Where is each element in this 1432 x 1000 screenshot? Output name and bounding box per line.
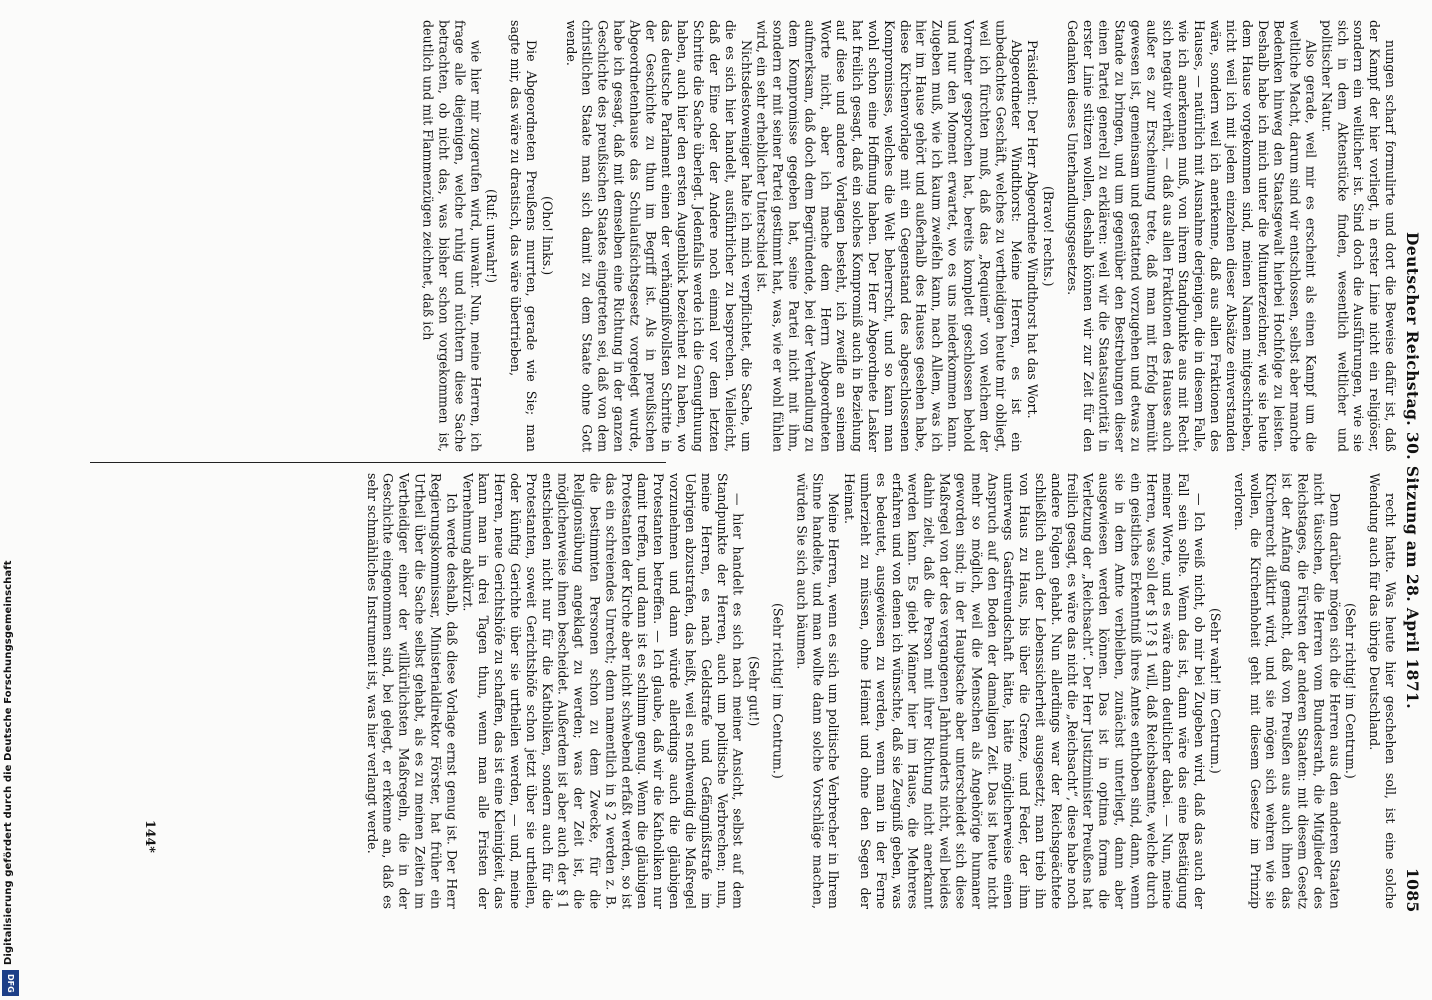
left-column-paragraph: Präsident: Der Herr Abgeordnete Windthorst hat das Wort. [1025, 40, 1041, 419]
page-number [1403, 868, 1422, 928]
left-column-paragraph: nungen scharf formulirte und dort die Beweise dafür ist, daß der Kampf der hier vorliegt, in erster Linie nicht ein religiöser, sondern ein weltlicher ist. Sind doch die Ausführungen, wie sie sich in dem Aktenstücke finden, wesentlich weltlicher und politischer Natur. [1319, 20, 1398, 452]
page-signature-text: 144* [142, 820, 158, 853]
running-header [1403, 232, 1422, 932]
dfg-logo-text: DFG [6, 973, 15, 993]
left-column-paragraph: Also gerade, weil mir es erscheint als einen Kampf um die weltliche Macht, darum sind wir entschlossen, selbst aber manche Bedenken hinweg den Staatsgewalt hierbei Hochfolge zu leisten. Deshalb habe ich mich unter die Mitunterzeichner, wie sie heute dem Hause vorgekommen sind, meinen Namen mitgeschrieben, nicht weil ich mit jedem einzelnen dieser Absätze einverstanden wäre, sondern weil ich anerkenne, daß aus allen Fraktionen des Hauses, — natürlich mit Ausnahme derjenigen, die in diesem Falle, wie ich anerkennen muß, von ihrem Standpunkte aus mit Recht sich negativ verhält, — daß aus allen Fraktionen des Hauses auch außer es zur Erscheinung trete, daß man mit Erfolg bemüht gewesen ist, gemeinsam und gestattend vorzugehen und etwas zu Stande zu bringen, und um gegenüber den Bestrebungen dieser einen Partei generell zu erklären: weil wir die Staatsautorität in erster Linie stützen wollen, deshalb können wir zur Zeit für den Gedanken dieses Unterhandlungsgesetzes. [1064, 20, 1319, 452]
right-column-paragraph: (Sehr wahr! im Centrum.) [1207, 608, 1223, 774]
left-column-paragraph: (Bravo! rechts.) [1040, 185, 1056, 287]
column-divider [90, 462, 666, 463]
footer-credit-text: Digitalisierung gefördert durch die Deutsche Forschungsgemeinschaft [3, 560, 14, 965]
right-column-paragraph: (Sehr richtig! im Centrum.) [770, 603, 786, 779]
right-column-paragraph: Denn darüber mögen sich die Herren aus den anderen Staaten nicht täuschen, die Herren vom Bundesrath, die Mitglieder des Reichstages, die Fürsten der anderen Staaten: mit diesem Gesetz ist der Anfang gemacht, daß von Preußen aus auch ihnen das Kirchenrecht diktirt wird, und sie mögen sich wehren wie sie wollen, die Kirchenhoheit geht mit diesem Gesetze im Prinzip verloren. [1231, 473, 1343, 909]
page-signature [142, 820, 158, 880]
left-column-paragraph: (Oho! links.) [539, 196, 555, 276]
dfg-logo [2, 970, 19, 996]
right-column-paragraph: (Sehr gut!) [746, 655, 762, 727]
left-column-paragraph: Abgeordneter Windthorst: Meine Herren, es ist ein unbedachtes Geschäft, welches zu vertheidigen heute mir obliegt, weil ich fürchten muß, daß das „Requiem“ von welchem der Vorredner gesprochen hat, bereits komplett geschlossen behold und nur den Moment erwartet, wo es uns niederkommen kann. Zugeben muß, wie ich kaum zweifeln kann, nach Allem, was ich hier im Hause gehört und außerhalb des Hauses gesehen habe, diese Kirchenvorlage mit ein Gegenstand des abgeschlossenen Kompromisses, welches die Welt beherrscht, und so kann man wohl schon eine Hoffnung haben. Der Herr Abgeordnete Lasker hat freilich gesagt, daß ein solches Kompromiß auch in Beziehung auf diese und andere Vorlagen besteht, ich zweifle an seinem Worte nicht, aber ich mache dem Herrn Abgeordneten aufmerksam, daß doch dem Begründende, bei der Verhandlung zu dem Kompromisse gegeben hat, seine Partei nicht mit ihm, sondern er mit seiner Partei gestimmt hat, was, wie er wohl fühlen wird, ein sehr erheblicher Unterschied ist. [754, 20, 1025, 452]
left-column-paragraph: (Ruf: unwahr!) [484, 188, 500, 284]
left-column-paragraph: wie hier mir zugerufen wird, unwahr. Nun, meine Herren, ich frage alle diejenigen, welche ruhig und nüchtern diese Sache betrachten, ob nicht das, was bisher schon vorgekommen ist, deutlich und mit Flammenzügen zeichnet, daß ich [420, 20, 484, 452]
left-column-paragraph: Nichtsdestoweniger halte ich mich verpflichtet, die Sache, um die es sich hier handelt, ausführlicher zu besprechen. Vielleicht, daß der Eine oder der Andere noch einmal vor dem letzten Schritte die Sache überlegt. Jedenfalls werde ich die Genugthuung haben, auch hier den ersten Augenblick bezeichnet zu haben, wo das deutsche Parlament einen der verhängnißvollsten Schritte in der Geschichte zu thun im Begriff ist. Als in preußischen Abgeordnetenhause das Schulaufsichtsgesetz vorgelegt wurde, habe ich gesagt, daß mit demselben eine Richtung in der ganzen Geschichte des preußischen Staates eingetreten sei, daß von dem christlichen Staate man sich damit zu dem Staate ohne Gott wende. [563, 20, 754, 452]
text-column-left [18, 20, 1398, 452]
running-title: Deutscher Reichstag. 30. Sitzung am 28. April 1871. [1403, 232, 1422, 710]
right-column-paragraph: — hier handelt es sich nach meiner Ansicht, selbst auf dem Standpunkte der Herren, auch um politische Verbrechen; nun, meine Herren, es nach Geldstrafe und Gefängnißstrafe im Uebrigen abzustrafen, das heißt, weil es nothwendig die Maßregel vorzunehmen und dann würde allerdings auch die gläubigen Protestanten betreffen. — Ich glaube, daß wir die Katholiken nur damit treffen, und dann ist es schlimm genug. Wenn die gläubigen Protestanten der Kirche aber nicht schwebend erfaßt werden, so ist das ein schreiendes Unrecht; denn namentlich in § 2 werden z. B. die bestimmten Personen schon zu dem Zwecke, für die Religionsübung angeklagt zu werden; was der Zeit ist, die möglichenweise ihnen bescheidet. Außerdem ist aber auch der § 1 entschieden nicht nur für die Katholiken, sondern auch für die Protestanten, soweit Gerichtshöfe schon jetzt über sie urtheilen, oder künftig Gerichte über sie urtheilen werden, — und, meine Herren, neue Gerichtshöfe zu schaffen, das ist eine Kleinigkeit, das kann man in drei Tagen thun, wenn man alle Fristen der Vernehmung abkürzt. [460, 473, 746, 909]
right-column-paragraph: Ich werde deshalb, daß diese Vorlage ernst genug ist. Der Herr Regierungskommissar, Ministerialdirektor Förster, hat früher ein Urtheil über die Sache selbst gehabt, als es zu meinen Zeiten im Vertheidiger einer der willkürlichsten Maßregeln, die in der Geschichte eingenommen sind, bei gelegt, er erkenne an, daß es sehr schmähliches Instrument ist, was hier verlangt werde. [364, 473, 460, 909]
text-column-right [18, 473, 1398, 909]
footer-credit [3, 10, 14, 965]
right-column-paragraph: Meine Herren, wenn es sich um politische Verbrecher in Ihrem Sinne handelte, und man wollte dann solche Vorschläge machen, würden Sie sich auch bäumen. [794, 473, 842, 909]
left-column-paragraph: Die Abgeordneten Preußens murrten, gerade wie Sie; man sagte mir, das wäre zu drastisch, das wäre übertrieben, [508, 20, 539, 452]
right-column-paragraph: recht hatte. Was heute hier geschehen soll, ist eine solche Wendung auch für das übrige Deutschland. [1367, 473, 1398, 909]
page-number-text: 1085 [1403, 868, 1422, 913]
right-column-paragraph: — Ich weiß nicht, ob mir bei Zugeben wird, daß das auch der Fall sein sollte. Wenn das ist, dann wäre das eine Bestätigung meiner Worte, und es wäre dann deutlicher dabei. — Nun, meine Herren, was soll der § 1? § 1 will, daß Reichsbeamte, welche durch ein geistliches Erkenntniß ihres Amtes enthoben sind, dann, wenn sie in dem Amte verbleiben, zunächst unterliegt, dann aber ausgewiesen werden können. Das ist in optima forma die Verletzung der „Reichsacht“. Der Herr Justizminister Preußens hat freilich gesagt, es wäre das nicht die „Reichsacht“, diese habe noch andere Folgen gehabt. Nun allerdings war der Reichsgeächtete schließlich auch der Lebenssicherheit ausgesetzt; man trieb ihn von Haus zu Haus, bis über die Grenze, und Feder, der ihm unterwegs Gastfreundschaft hätte, hätte möglicherweise einen Anspruch auf den Boden der damaligen Zeit. Das ist heute nicht mehr so möglich, weil die Menschen als Angehörige humaner geworden sind; in der Hauptsache aber unterscheidet sich diese Maßregel von der des vergangenen Jahrhunderts nicht, weil beides dahin zielt, daß die Person mit ihrer Richtung nicht anerkannt werden kann. Es giebt Männer hier im Hause, die Mehreres erfahren und von denen ich wünschte, daß sie Zeugniß geben, was es bedeutet, ausgewiesen zu werden, wenn man in der Ferne umherzieht zu müssen, ohne Heimat und ohne den Segen der Heimat. [842, 473, 1208, 909]
right-column-paragraph: (Sehr richtig! im Centrum.) [1343, 603, 1359, 779]
